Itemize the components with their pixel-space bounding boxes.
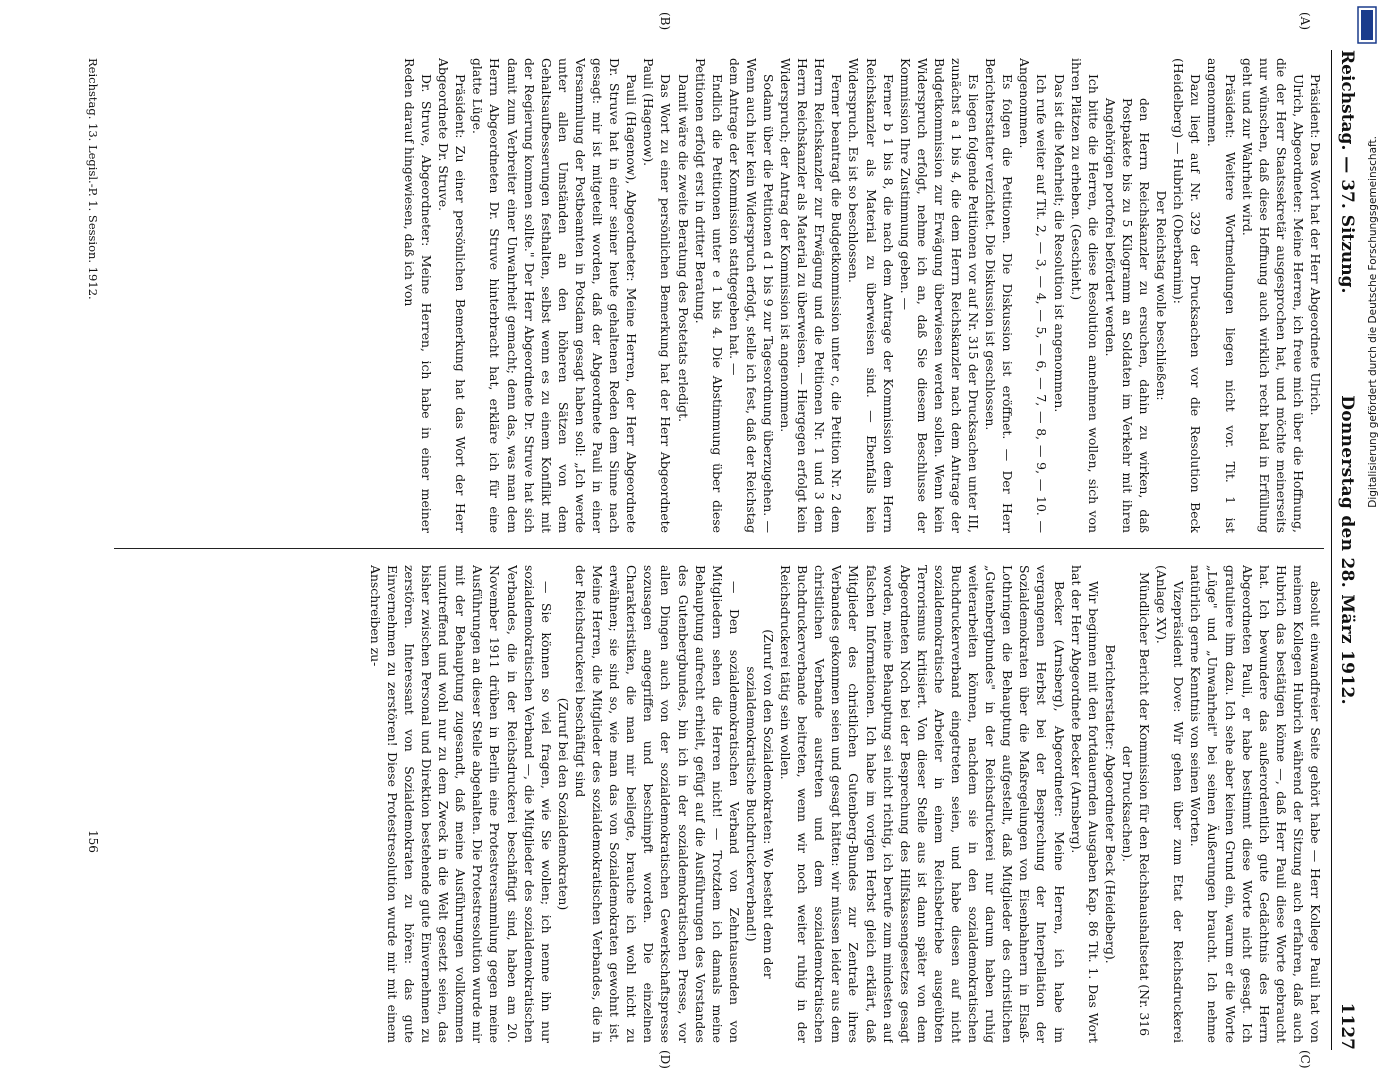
paragraph: Dazu liegt auf Nr. 329 der Drucksachen vor die Resolution Beck (Heidelberg) — Hubrich (Oberbarnim): <box>1171 58 1204 533</box>
paragraph: Präsident: Weitere Wortmeldungen liegen nicht vor. Tit. 1 ist angenommen. <box>1205 58 1238 533</box>
header-date: Donnerstag den 28. März 1912. <box>1337 395 1357 705</box>
paragraph: Damit wäre die zweite Beratung des Postetats erledigt. <box>675 74 691 423</box>
paragraph: Berichterstatter: Abgeordneter Beck (Heidelberg). <box>1102 644 1118 964</box>
marker-c: (C) <box>1298 1050 1312 1069</box>
paragraph: — Sie können so viel fragen, wie Sie wollen; ich nenne ihn nur sozialdemokratischen Verband —, die Mitglieder des sozialdemokratischen Verbandes, die in der Reichsdruckerei beschäftigt sind, haben am 20. November 1911 drüben in Berlin eine Protestversammlung gegen meine Ausführungen an dieser Stelle abgehalten. Die Protestresolution wurde mir mit der Behauptung zugesandt, daß meine Ausführungen vollkommen unzutreffend und wohl nur zu dem Zweck in die Welt gesetzt seien, das bisher zwischen Personal und Direktion bestehende gute Einvernehmen zu zerstören. Interessant von Sozialdemokraten zu hören: das gute Einvernehmen zu zerstören! Diese Protestresolution wurde mir mit einem Anschreiben zu- <box>367 565 554 1043</box>
paragraph: Ich bitte die Herren, die diese Resolution annehmen wollen, sich von ihren Plätzen zu erheben. (Geschieht.) <box>1068 58 1101 533</box>
paragraph: absolut einwandfreier Seite gehört habe — Herr Kollege Pauli hat von meinem Kollegen Hubrich während der Sitzung auch erfahren, daß auch Hubrich das bestätigen könne —, daß Herr Pauli diese Worte gebraucht hat. Ich bewundere das außerordentlich gute Gedächtnis des Herrn Abgeordneten Pauli, er habe bestimmt diese Worte nicht gesagt. Ich gratuliere ihm dazu. Ich sehe aber keinen Grund ein, warum er die Worte „Lüge" und „Unwahrheit" bei seinen Äußerungen braucht. Ich nehme natürlich gerne Kenntnis von seinen Worten. <box>1188 565 1323 1043</box>
paragraph: Ferner beantragt die Budgetkommission unter c, die Petition Nr. 2 dem Herrn Reichskanzler zur Erwägung und die Petitionen Nr. 1 und 3 dem Herrn Reichskanzler als Material zu überweisen. — Hiergegen erfolgt kein Widerspruch; der Antrag der Kommission ist angenommen. <box>778 58 845 533</box>
paragraph: (Zuruf bei den Sozialdemokraten) <box>555 697 571 911</box>
paragraph: Ulrich, Abgeordneter: Meine Herren, ich freue mich über die Hoffnung, die der Herr Staatssekretär ausgesprochen hat, und möchte meinerseits nur wünschen, daß diese Hoffnung auch wirklich recht bald in Erfüllung geht und zur Wahrheit wird. <box>1239 58 1306 533</box>
paragraph: Endlich die Petitionen unter e 1 bis 4. Die Abstimmung über diese Petitionen erfolgt erst in dritter Beratung. <box>692 58 725 533</box>
rotated-page <box>62 12 1362 1069</box>
paragraph: Präsident: Das Wort hat der Herr Abgeordnete Ulrich. <box>1308 74 1323 416</box>
paragraph: Das ist die Mehrheit; die Resolution ist angenommen. <box>1051 74 1067 413</box>
paragraph: Vizepräsident Dove: Wir gehen über zum Etat der Reichsdruckerei (Anlage XV). <box>1154 565 1187 1043</box>
left-column <box>104 58 1324 533</box>
paragraph: Sodann über die Petitionen d 1 bis 9 zur Tagesordnung überzugehen. — Wenn auch hier kein Widerspruch erfolgt, stelle ich fest, daß der Reichstag dem Antrage der Kommission stattgegeben hat. — <box>726 58 776 533</box>
footer-left: Reichstag. 13. Legisl.-P. 1. Session. 1912. <box>86 58 100 300</box>
right-column <box>104 565 1324 1043</box>
header-left: Reichstag. — 37. Sitzung. <box>1337 50 1357 294</box>
paragraph: den Herrn Reichskanzler zu ersuchen, dahin zu wirken, daß Postpakete bis zu 5 Kilogramm an Soldaten im Verkehr mit ihren Angehörigen portofrei befördert werden. <box>1102 98 1153 533</box>
paragraph: Wir beginnen mit den fortdauernden Ausgaben Kap. 86 Tit. 1. Das Wort hat der Herr Abgeordnete Becker (Arnsberg). <box>1068 565 1101 1043</box>
paragraph: Pauli (Hagenow), Abgeordneter: Meine Herren, der Herr Abgeordnete Dr. Struve hat in einer seiner heute gehaltenen Reden dem Sinne nach gesagt: mir ist mitgeteilt worden, daß der Abgeordnete Pauli in einer Versammlung der Postbeamten in Potsdam gesagt haben soll: „Ich werde unter allen Umständen an den höheren Sätzen von dem Gehaltsaufbesserungen festhalten, selbst wenn es zu einem Konflikt mit der Regierung kommen sollte." Der Herr Abgeordnete Dr. Struve hat sich damit zum Verbreiter einer Unwahrheit gemacht; denn das, was man dem Herrn Abgeordneten Dr. Struve hinterbracht hat, erkläre ich für eine glatte Lüge. <box>470 58 640 533</box>
marker-d: (D) <box>658 1050 672 1069</box>
paragraph: Der Reichstag wolle beschließen: <box>1154 190 1170 401</box>
paragraph: Ferner b 1 bis 8, die nach dem Antrage der Kommission dem Herrn Reichskanzler als Material zu überweisen sind. — Ebenfalls kein Widerspruch. Es ist so beschlossen. <box>846 58 896 533</box>
marker-a: (A) <box>1298 12 1312 31</box>
paragraph: — Den sozialdemokratischen Verband von Zehntausenden von Mitgliedern sehen die Herren nicht! — Trotzdem ich damals meine Behauptung aufrecht erhielt, gefügt auf die Ausführungen des Vorstandes des Gutenbergbundes, bin ich in der sozialdemokratischen Presse, vor allen Dingen auch von der sozialdemokratischen Gewerkschaftspresse sozusagen angegriffen und beschimpft worden. Die einzelnen Charakteristiken, die man mir beilegte, brauche ich wohl nicht zu erwähnen; sie sind so, wie man das von Sozialdemokraten gewohnt ist. Meine Herren, die Mitglieder des sozialdemokratischen Verbandes, die in der Reichsdruckerei beschäftigt sind <box>572 565 742 1043</box>
paragraph: Becker (Arnsberg), Abgeordneter: Meine Herren, ich habe im vergangenen Herbst bei der Besprechung der Interpellation der Sozialdemokraten über die Maßregelungen von Eisenbahnern in Elsaß-Lothringen die Behauptung aufgestellt, daß Mitglieder des christlichen „Gutenbergbundes" in der Reichsdruckerei nur darum haben ruhig weiterarbeiten können, nachdem sie in den sozialdemokratischen Buchdruckerverband eingetreten seien, und habe diesen auf nicht sozialdemokratische Arbeiter in einem Reichsbetriebe ausgeübten Terrorismus kritisiert. Von dieser Stelle aus ist dann später von dem Abgeordneten Noch bei der Besprechung des Hilfskassengesetzes gesagt worden, meine Behauptung sei nicht richtig, ich berufe zum mindesten auf falschen Informationen. Ich habe im vorigen Herbst gleich erklärt, daß Mitglieder des christlichen Gutenberg-Bundes zur Zentrale ihres Verbandes gekommen seien und gesagt hätten: wir müssen leider aus dem christlichen Verbande austreten und dem sozialdemokratischen Buchdruckerverbande beitreten, wenn wir noch weiter ruhig in der Reichsdruckerei tätig sein wollen. <box>778 565 1067 1043</box>
paragraph: Ich rufe weiter auf Tit. 2, — 3, — 4, — 5, — 6, — 7, — 8, — 9, — 10. — Angenommen. <box>1017 58 1050 533</box>
column-rule <box>114 548 1324 549</box>
paragraph: Dr. Struve, Abgeordneter: Meine Herren, ich habe in einer meiner Reden darauf hingewiesen, daß ich von <box>402 58 435 533</box>
digitization-note-text: Digitalisierung gefördert durch die Deutsche Forschungsgemeinschaft. <box>1367 136 1379 508</box>
paragraph: (Zuruf von den Sozialdemokraten: Wo besteht denn der sozialdemokratische Buchdruckerverband!) <box>743 629 776 979</box>
page-number: 1127 <box>1337 1002 1357 1050</box>
paragraph: Es folgen die Petitionen. Die Diskussion ist eröffnet. — Der Herr Berichterstatter verzichtet. Die Diskussion ist geschlossen. <box>983 58 1016 533</box>
paragraph: Es liegen folgende Petitionen vor auf Nr. 315 der Drucksachen unter III, zunächst a 1 bis 4, die dem Herrn Reichskanzler nach dem Antrage der Budgetkommission zur Erwägung überwiesen werden sollen. Wenn kein Widerspruch erfolgt, nehme ich an, daß Sie diesem Beschlusse der Kommission Ihre Zustimmung geben. — <box>897 58 982 533</box>
signature-mark: 156 <box>86 830 100 853</box>
paragraph: Mündlicher Bericht der Kommission für den Reichshaushaltsetat (Nr. 316 der Drucksachen). <box>1119 571 1153 1037</box>
paragraph: Präsident: Zu einer persönlichen Bemerkung hat das Wort der Herr Abgeordnete Dr. Struve. <box>436 58 469 533</box>
digitization-note <box>1351 8 1379 992</box>
marker-b: (B) <box>658 12 672 31</box>
dfg-logo-icon <box>1357 6 1377 44</box>
paragraph: Das Wort zu einer persönlichen Bemerkung hat der Herr Abgeordnete Pauli (Hagenow). <box>641 58 674 533</box>
